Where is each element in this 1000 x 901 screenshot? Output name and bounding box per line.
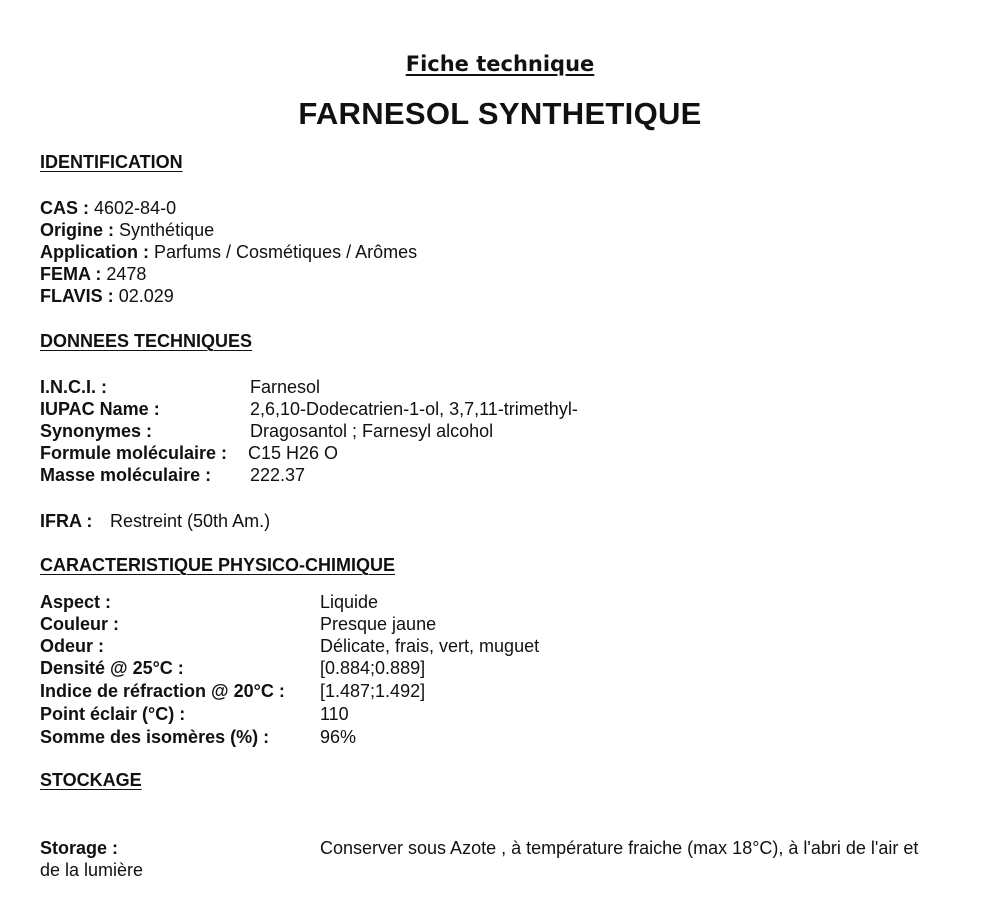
field-value: [0.884;0.889] <box>320 658 426 678</box>
field-label: Origine : <box>40 220 115 240</box>
section-heading-technical: DONNEES TECHNIQUES <box>40 331 253 351</box>
field-label: Somme des isomères (%) : <box>40 727 270 747</box>
field-value: Restreint (50th Am.) <box>110 511 271 531</box>
field-value: C15 H26 O <box>248 443 339 463</box>
field-value: 110 <box>320 704 349 724</box>
field-value: Parfums / Cosmétiques / Arômes <box>154 242 418 262</box>
storage-value-continuation: de la lumière <box>40 860 144 880</box>
field-value: Conserver sous Azote , à température fraiche (max 18°C), à l'abri de l'air et <box>320 838 919 858</box>
field-value: Dragosantol ; Farnesyl alcohol <box>250 421 494 441</box>
field-value: Délicate, frais, vert, muguet <box>320 636 540 656</box>
field-value: 222.37 <box>250 465 306 485</box>
field-label: Aspect : <box>40 592 112 612</box>
field-value: 96% <box>320 727 357 747</box>
field-label: FEMA : <box>40 264 102 284</box>
field-label: Couleur : <box>40 614 119 634</box>
identification-row-cas <box>40 197 417 219</box>
field-label: Densité @ 25°C : <box>40 658 184 678</box>
field-value: 2,6,10-Dodecatrien-1-ol, 3,7,11-trimethyl- <box>250 399 578 419</box>
field-label: IFRA : <box>40 511 93 531</box>
field-label: FLAVIS : <box>40 286 114 306</box>
field-value: [1.487;1.492] <box>320 681 426 701</box>
document-label: Fiche technique <box>405 52 595 76</box>
field-label: CAS : <box>40 198 89 218</box>
field-label: Storage : <box>40 838 119 858</box>
field-label: IUPAC Name : <box>40 399 160 419</box>
field-value: 02.029 <box>118 286 174 306</box>
section-heading-physico: CARACTERISTIQUE PHYSICO-CHIMIQUE <box>40 555 396 575</box>
field-value: Farnesol <box>250 377 321 397</box>
field-value: 4602-84-0 <box>94 198 177 218</box>
field-value: 2478 <box>106 264 147 284</box>
identification-row-application <box>40 241 417 263</box>
field-value: Presque jaune <box>320 614 437 634</box>
section-heading-identification: IDENTIFICATION <box>40 152 183 172</box>
identification-list <box>40 197 417 307</box>
product-title: FARNESOL SYNTHETIQUE <box>298 96 702 131</box>
field-label: Formule moléculaire : <box>40 443 228 463</box>
field-label: I.N.C.I. : <box>40 377 107 397</box>
field-label: Masse moléculaire : <box>40 465 212 485</box>
field-label: Odeur : <box>40 636 105 656</box>
identification-row-fema <box>40 263 417 285</box>
identification-row-flavis <box>40 285 417 307</box>
field-label: Point éclair (°C) : <box>40 704 186 724</box>
field-label: Indice de réfraction @ 20°C : <box>40 681 285 701</box>
field-label: Synonymes : <box>40 421 153 441</box>
identification-row-origine <box>40 219 417 241</box>
field-value: Synthétique <box>119 220 215 240</box>
section-heading-storage: STOCKAGE <box>40 770 142 790</box>
field-label: Application : <box>40 242 149 262</box>
field-value: Liquide <box>320 592 379 612</box>
